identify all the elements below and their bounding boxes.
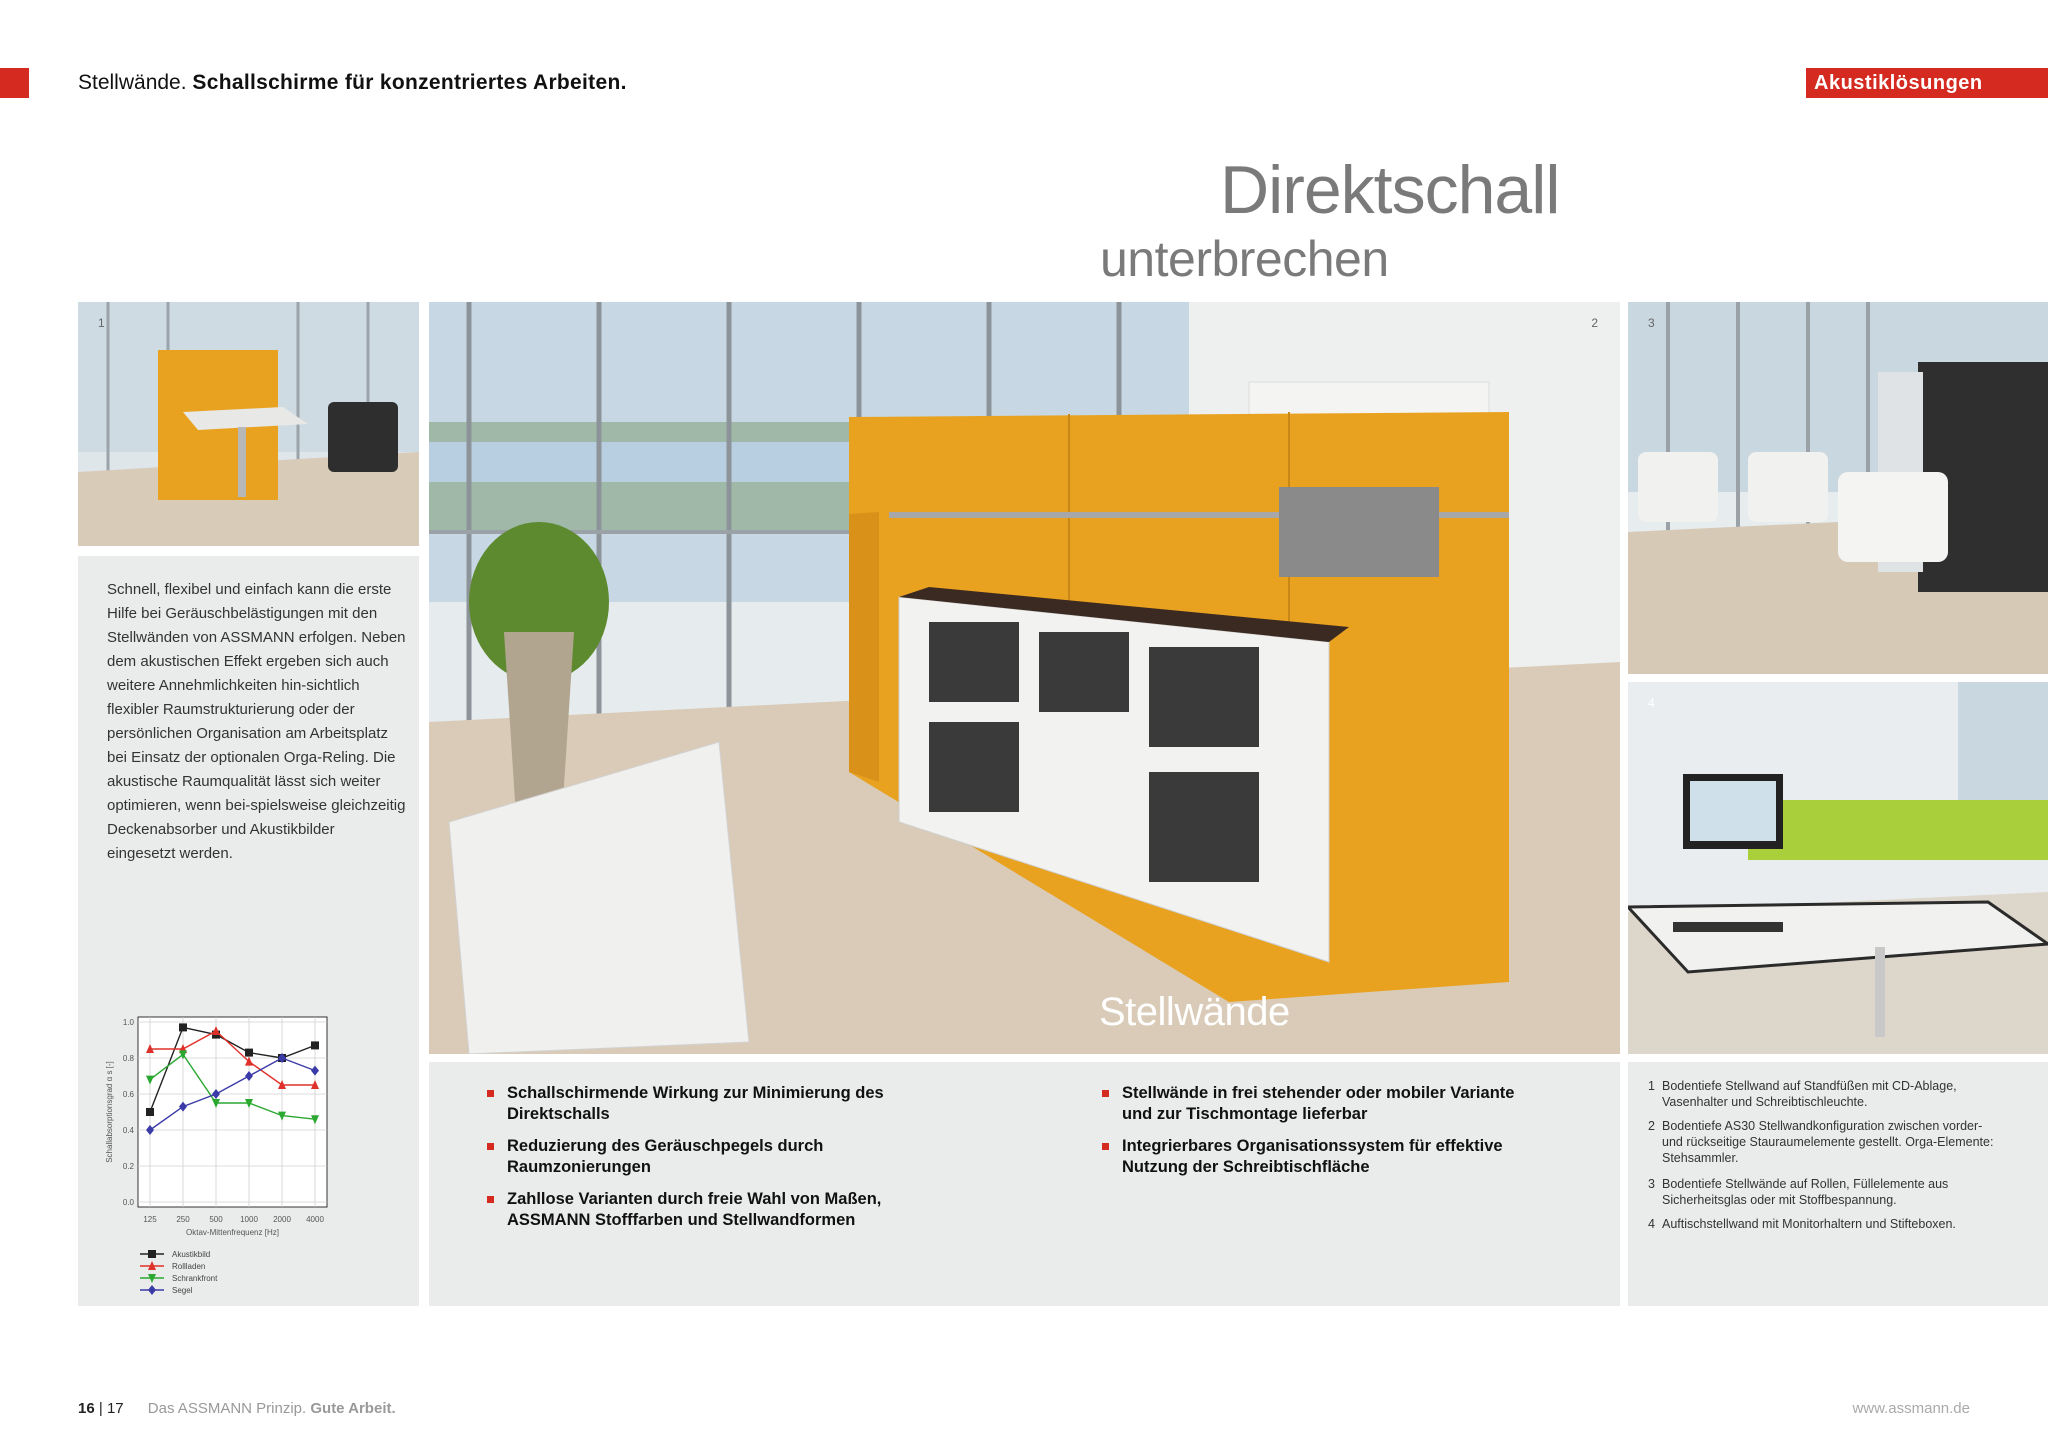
photo-1 — [78, 302, 419, 546]
chart-ytick-label: 0.6 — [122, 1090, 134, 1099]
chart-ytick-label: 0.4 — [122, 1126, 134, 1135]
footer-tagline-light: Das ASSMANN Prinzip. — [147, 1400, 307, 1417]
photo-4 — [1628, 682, 2048, 1054]
page-title — [78, 68, 627, 98]
chart-point — [311, 1041, 319, 1049]
photo-1-illustration — [78, 302, 419, 546]
page-number-next: 17 — [106, 1400, 124, 1417]
chart-xtick-label: 125 — [143, 1215, 157, 1224]
photo-2 — [429, 302, 1620, 1054]
section-badge: Akustiklösungen — [1806, 68, 2048, 98]
footer-tagline-bold: Gute Arbeit. — [310, 1400, 396, 1417]
chart-legend — [140, 1250, 218, 1295]
chart-xtick-label: 500 — [209, 1215, 223, 1224]
chart-ytick-label: 0.0 — [122, 1198, 134, 1207]
photo-3-number: 3 — [1648, 316, 1655, 330]
intro-text: Schnell, flexibel und einfach kann die erste Hilfe bei Geräuschbelästigungen mit den Stellwänden von ASSMANN erfolgen. Neben dem akustischen Effekt ergeben sich auch weitere Annehmlichkeiten hin-sichtlich flexibler Raumstrukturierung oder der persönlichen Organisation am Arbeitsplatz bei Einsatz der optionalen Orga-Reling. Die akustische Raumqualität lässt sich weiter optimieren, wenn bei-spielsweise gleichzeitig Deckenabsorber und Akustikbilder eingesetzt werden. — [107, 581, 406, 862]
chart-yaxis-label: Schallabsorptionsgrad α s [-] — [105, 1061, 114, 1163]
chart-xtick-label: 2000 — [273, 1215, 291, 1224]
caption-item — [1648, 1078, 1998, 1110]
feature-bullet — [1122, 1083, 1542, 1125]
page-number-current: 16 — [78, 1400, 95, 1417]
feature-bullet — [1122, 1136, 1542, 1178]
caption-number: 1 — [1648, 1079, 1655, 1093]
chart-ytick-label: 0.8 — [122, 1054, 134, 1063]
caption-item — [1648, 1176, 1998, 1208]
photo-4-illustration — [1628, 682, 2048, 1054]
caption-text: Bodentiefe AS30 Stellwandkonfiguration zwischen vorder- und rückseitige Stauraumelemente gestellt. Orga-Elemente: Stehsammler. — [1662, 1119, 1994, 1165]
caption-number: 4 — [1648, 1217, 1655, 1231]
bullet-square-icon — [487, 1143, 494, 1150]
photo-2-illustration — [429, 302, 1620, 1054]
footer-tagline — [148, 1400, 396, 1417]
photo-3 — [1628, 302, 2048, 674]
feature-bullet — [507, 1189, 927, 1231]
feature-text: Zahllose Varianten durch freie Wahl von Maßen, ASSMANN Stofffarben und Stellwandformen — [507, 1190, 882, 1229]
chart-ytick-label: 0.2 — [122, 1162, 134, 1171]
chart-ytick-label: 1.0 — [122, 1018, 134, 1027]
header-red-tab — [0, 68, 29, 98]
caption-number: 2 — [1648, 1119, 1655, 1133]
feature-text: Integrierbares Organisationssystem für effektive Nutzung der Schreibtischfläche — [1122, 1137, 1503, 1176]
chart-point — [245, 1049, 253, 1057]
page-title-bold: Schallschirme für konzentriertes Arbeiten. — [192, 71, 627, 94]
chart-xtick-label: 1000 — [240, 1215, 258, 1224]
chart-legend-label: Schrankfront — [172, 1274, 218, 1283]
page-separator: | — [98, 1400, 103, 1417]
feature-text: Stellwände in frei stehender oder mobiler Variante und zur Tischmontage lieferbar — [1122, 1084, 1515, 1123]
page-title-light: Stellwände. — [78, 71, 187, 94]
bullet-square-icon — [1102, 1143, 1109, 1150]
chart-point — [148, 1250, 156, 1258]
photo-2-number: 2 — [1591, 316, 1598, 330]
photo-3-illustration — [1628, 302, 2048, 674]
chart-point — [179, 1023, 187, 1031]
caption-text: Bodentiefe Stellwände auf Rollen, Füllelemente aus Sicherheitsglas oder mit Stoffbespannung. — [1662, 1177, 1949, 1207]
chart-legend-label: Rollladen — [172, 1262, 206, 1271]
bullet-square-icon — [487, 1196, 494, 1203]
bullet-square-icon — [487, 1090, 494, 1097]
caption-number: 3 — [1648, 1177, 1655, 1191]
photo-4-number: 4 — [1648, 696, 1655, 710]
caption-item — [1648, 1118, 1998, 1166]
feature-text: Schallschirmende Wirkung zur Minimierung des Direktschalls — [507, 1084, 884, 1123]
photo-1-number: 1 — [98, 316, 105, 330]
caption-text: Auftischstellwand mit Monitorhaltern und Stifteboxen. — [1662, 1217, 1956, 1231]
chart-legend-label: Segel — [172, 1286, 193, 1295]
caption-item — [1648, 1216, 1998, 1232]
photo-2-overlay-label: Stellwände — [1099, 990, 1290, 1034]
footer-url-link[interactable]: www.assmann.de — [1852, 1400, 1970, 1417]
feature-bullet — [507, 1083, 927, 1125]
chart-xtick-label: 250 — [176, 1215, 190, 1224]
chart-legend-label: Akustikbild — [172, 1250, 211, 1259]
caption-text: Bodentiefe Stellwand auf Standfüßen mit CD-Ablage, Vasenhalter und Schreibtischleuchte. — [1662, 1079, 1957, 1109]
footer-pagination — [78, 1400, 396, 1417]
chart-point — [146, 1108, 154, 1116]
chart-xtick-label: 4000 — [306, 1215, 324, 1224]
chart-point — [148, 1285, 156, 1295]
headline-line-1: Direktschall — [1220, 152, 1560, 228]
feature-text: Reduzierung des Geräuschpegels durch Raumzonierungen — [507, 1137, 824, 1176]
absorption-chart — [100, 1010, 400, 1300]
bullet-square-icon — [1102, 1090, 1109, 1097]
chart-xaxis-label: Oktav-Mittenfrequenz [Hz] — [186, 1228, 279, 1237]
headline-line-2: unterbrechen — [1100, 231, 1389, 287]
feature-bullet — [507, 1136, 927, 1178]
